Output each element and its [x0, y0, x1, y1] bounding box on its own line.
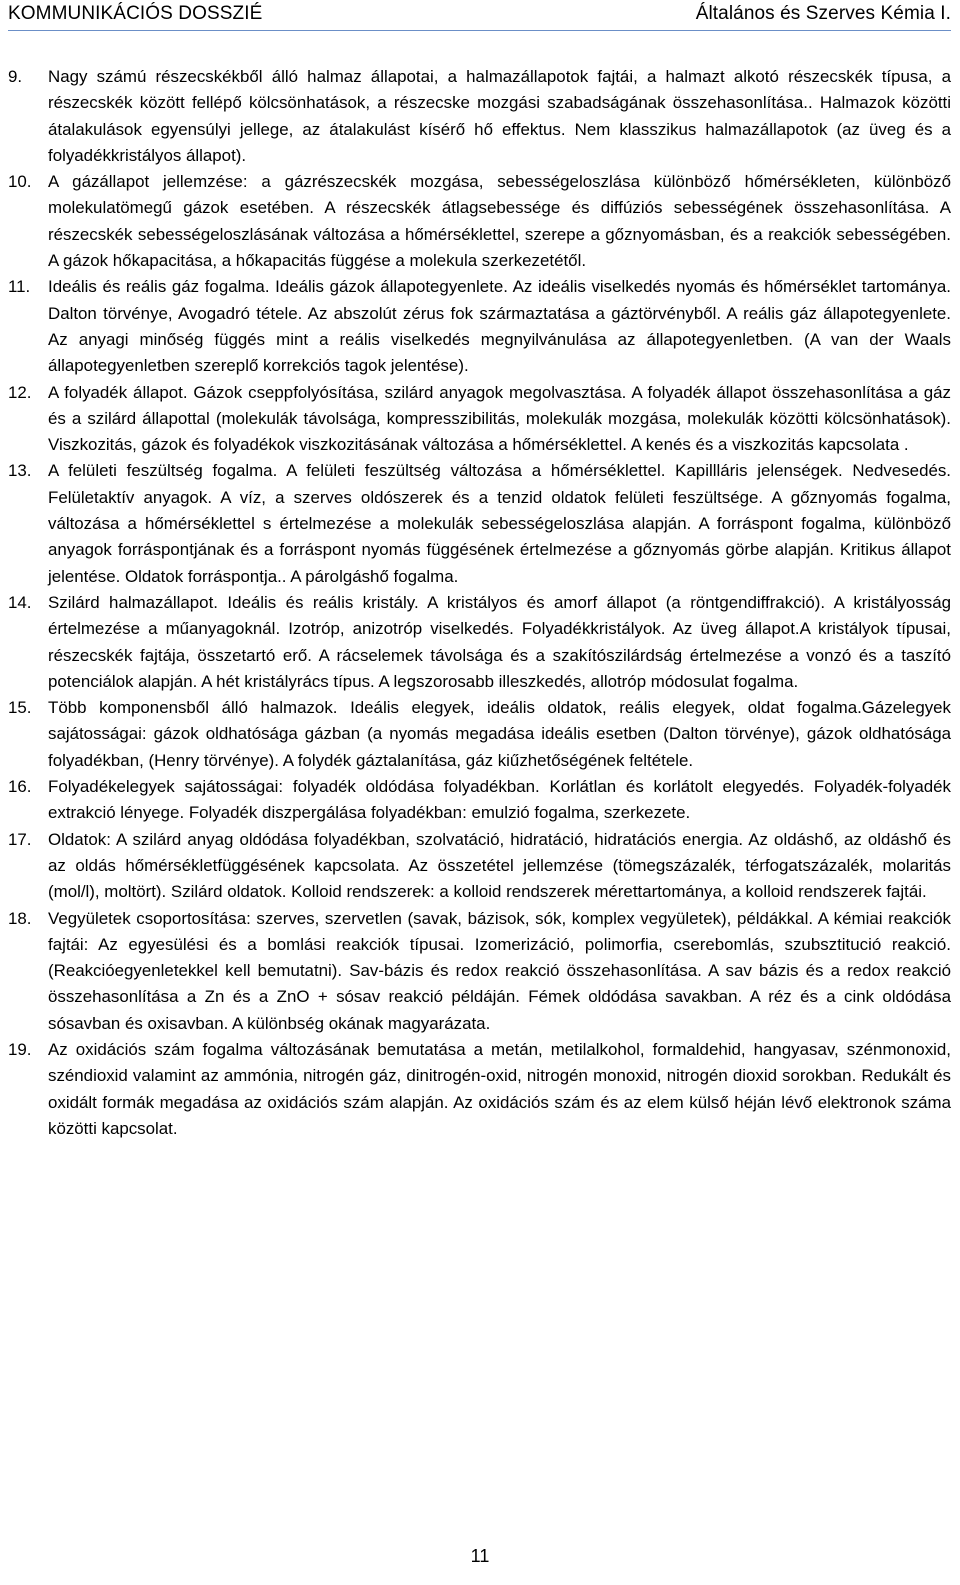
- list-item-text: Ideális és reális gáz fogalma. Ideális gázok állapotegyenlete. Az ideális viselkedés nyomás és hőmérséklet tartománya. Dalton törvénye, Avogadró tétele. Az abszolút zérus fok származtatása a gáztörvényből. A reális gáz állapotegyenlete. Az anyagi minőség függés mint a reális viselkedés megnyilvánulása az állapotegyenletben. (A van der Waals állapotegyenletben szereplő korrekciós tagok jelentése).: [48, 277, 951, 376]
- page-number: 11: [470, 1546, 490, 1566]
- list-item: [8, 695, 951, 774]
- header-title-right: Általános és Szerves Kémia I.: [695, 3, 951, 24]
- list-item-text: Oldatok: A szilárd anyag oldódása folyadékban, szolvatáció, hidratáció, hidratációs energia. Az oldáshő, az oldáshő és az oldás hőmérsékletfüggésének kapcsolata. Az összetétel jellemzése (tömegszázalék, térfogatszázalék, molaritás (mol/l), moltört). Szilárd oldatok. Kolloid rendszerek: a kolloid rendszerek mérettartománya, a kolloid rendszerek fajtái.: [48, 829, 951, 902]
- list-item-number: 14.: [8, 592, 32, 612]
- list-item: [8, 590, 951, 695]
- list-item-number: 11.: [8, 277, 31, 297]
- list-item-text: A gázállapot jellemzése: a gázrészecskék mozgása, sebességeloszlása különböző hőmérsékleten, különböző molekulatömegű gázok esetében. A részecskék átlagsebessége és diffúziós sebességének összehasonlítása. A részecskék sebességeloszlásának változása a hőmérséklettel, szerepe a gőznyomásban, és a reakciók sebességében. A gázok hőkapacitása, a hőkapacitás függése a molekula szerkezetétől.: [48, 172, 951, 271]
- header-title-left: KOMMUNIKÁCIÓS DOSSZIÉ: [8, 3, 263, 24]
- list-item-text: Szilárd halmazállapot. Ideális és reális kristály. A kristályos és amorf állapot (a röntgendiffrakció). A kristályosság értelmezése a műanyagoknál. Izotróp, anizotróp viselkedés. Folyadékkristályok. Az üveg állapot.A kristályok típusai, részecskék fajtája, összetartó erő. A rácselemek távolsága és a szakítószilárdság értelmezése a vonzó és a taszító potenciálok alapján. A hét kristályrács típus. A legszorosabb illeszkedés, allotróp módosulat fogalma.: [48, 592, 951, 691]
- list-item-number: 12.: [8, 382, 32, 402]
- list-item: [8, 827, 951, 906]
- list-item-number: 16.: [8, 777, 32, 797]
- list-item-number: 18.: [8, 908, 32, 928]
- list-item: [8, 1037, 951, 1142]
- list-item: [8, 380, 951, 459]
- list-item-text: Több komponensből álló halmazok. Ideális elegyek, ideális oldatok, reális elegyek, oldat fogalma.Gázelegyek sajátosságai: gázok oldhatósága gázban (a nyomás megadása ideális esetben (Dalton törvénye), gázok oldhatósága folyadékban, (Henry törvénye). A folydék gáztalanítása, gáz kiűzhetőségének feltétele.: [48, 698, 951, 770]
- list-item-text: Nagy számú részecskékből álló halmaz állapotai, a halmazállapotok fajtái, a halmazt alkotó részecskék típusa, a részecskék között fellépő kölcsönhatások, a részecske mozgási szabadságának összehasonlítása.. Halmazok közötti átalakulások egyensúlyi jellege, az átalakulást kísérő hő effektus. Nem klasszikus halmazállapotok (az üveg és a folyadékkristályos állapot).: [48, 67, 951, 165]
- list-item: [8, 906, 951, 1037]
- list-item-text: A felületi feszültség fogalma. A felületi feszültség változása a hőmérséklettel. Kapillláris jelenségek. Nedvesedés. Felületaktív anyagok. A víz, a szerves oldószerek és a tenzid oldatok felületi feszültsége. A gőznyomás fogalma, változása a hőmérséklettel s értelmezése a molekulák sebességeloszlása alapján. A forráspont fogalma, különböző anyagok forráspontjának és a forráspont nyomás függésének értelmezése a gőznyomás görbe alapján. Kritikus állapot jelentése. Oldatok forráspontja.. A párolgáshő fogalma.: [48, 461, 951, 586]
- list-item-text: Az oxidációs szám fogalma változásának bemutatása a metán, metilalkohol, formaldehid, hangyasav, szénmonoxid, széndioxid valamint az ammónia, nitrogén gáz, dinitrogén-oxid, nitrogén monoxid, nitrogén dioxid sorokban. Redukált és oxidált formák megadása az oxidációs szám alapján. Az oxidációs szám és az elem külső héján lévő elektronok száma közötti kapcsolat.: [48, 1039, 951, 1138]
- list-item-number: 15.: [8, 698, 32, 718]
- list-item-number: 19.: [8, 1039, 32, 1059]
- list-item: [8, 458, 951, 589]
- list-item: [8, 274, 951, 379]
- list-item-text: Folyadékelegyek sajátosságai: folyadék oldódása folyadékban. Korlátlan és korlátolt elegyedés. Folyadék-folyadék extrakció lényege. Folyadék diszpergálása folyadékban: emulzió fogalma, szerkezete.: [48, 777, 951, 823]
- list-item: [8, 64, 951, 169]
- numbered-list: [8, 64, 951, 1142]
- list-item: [8, 169, 951, 274]
- list-item-number: 10.: [8, 172, 32, 192]
- list-item: [8, 774, 951, 827]
- list-item-number: 9.: [8, 67, 23, 86]
- list-item-number: 17.: [8, 829, 32, 849]
- list-item-number: 13.: [8, 461, 32, 481]
- list-item-text: A folyadék állapot. Gázok cseppfolyósítása, szilárd anyagok megolvasztása. A folyadék állapot összehasonlítása a gáz és a szilárd állapottal (molekulák távolsága, kompresszibilitás, molekulák mozgása, molekulák közötti kölcsönhatások). Viszkozitás, gázok és folyadékok viszkozitásának változása a hőmérséklettel. A kenés és a viszkozitás kapcsolata .: [48, 382, 951, 455]
- page-header: [8, 0, 951, 31]
- list-item-text: Vegyületek csoportosítása: szerves, szervetlen (savak, bázisok, sók, komplex vegyületek), példákkal. A kémiai reakciók fajtái: Az egyesülési és a bomlási reakciók típusai. Izomerizáció, polimorfia, cserebomlás, szubsztitució reakció. (Reakcióegyenletekkel kell bemutatni). Sav-bázis és redox reakció összehasonlítása. A sav bázis és a redox reakció összehasonlítása a Zn és a ZnO + sósav reakció példáján. Fémek oldódása savakban. A réz és a cink oldódása sósavban és oxisavban. A különbség okának magyarázata.: [48, 908, 951, 1033]
